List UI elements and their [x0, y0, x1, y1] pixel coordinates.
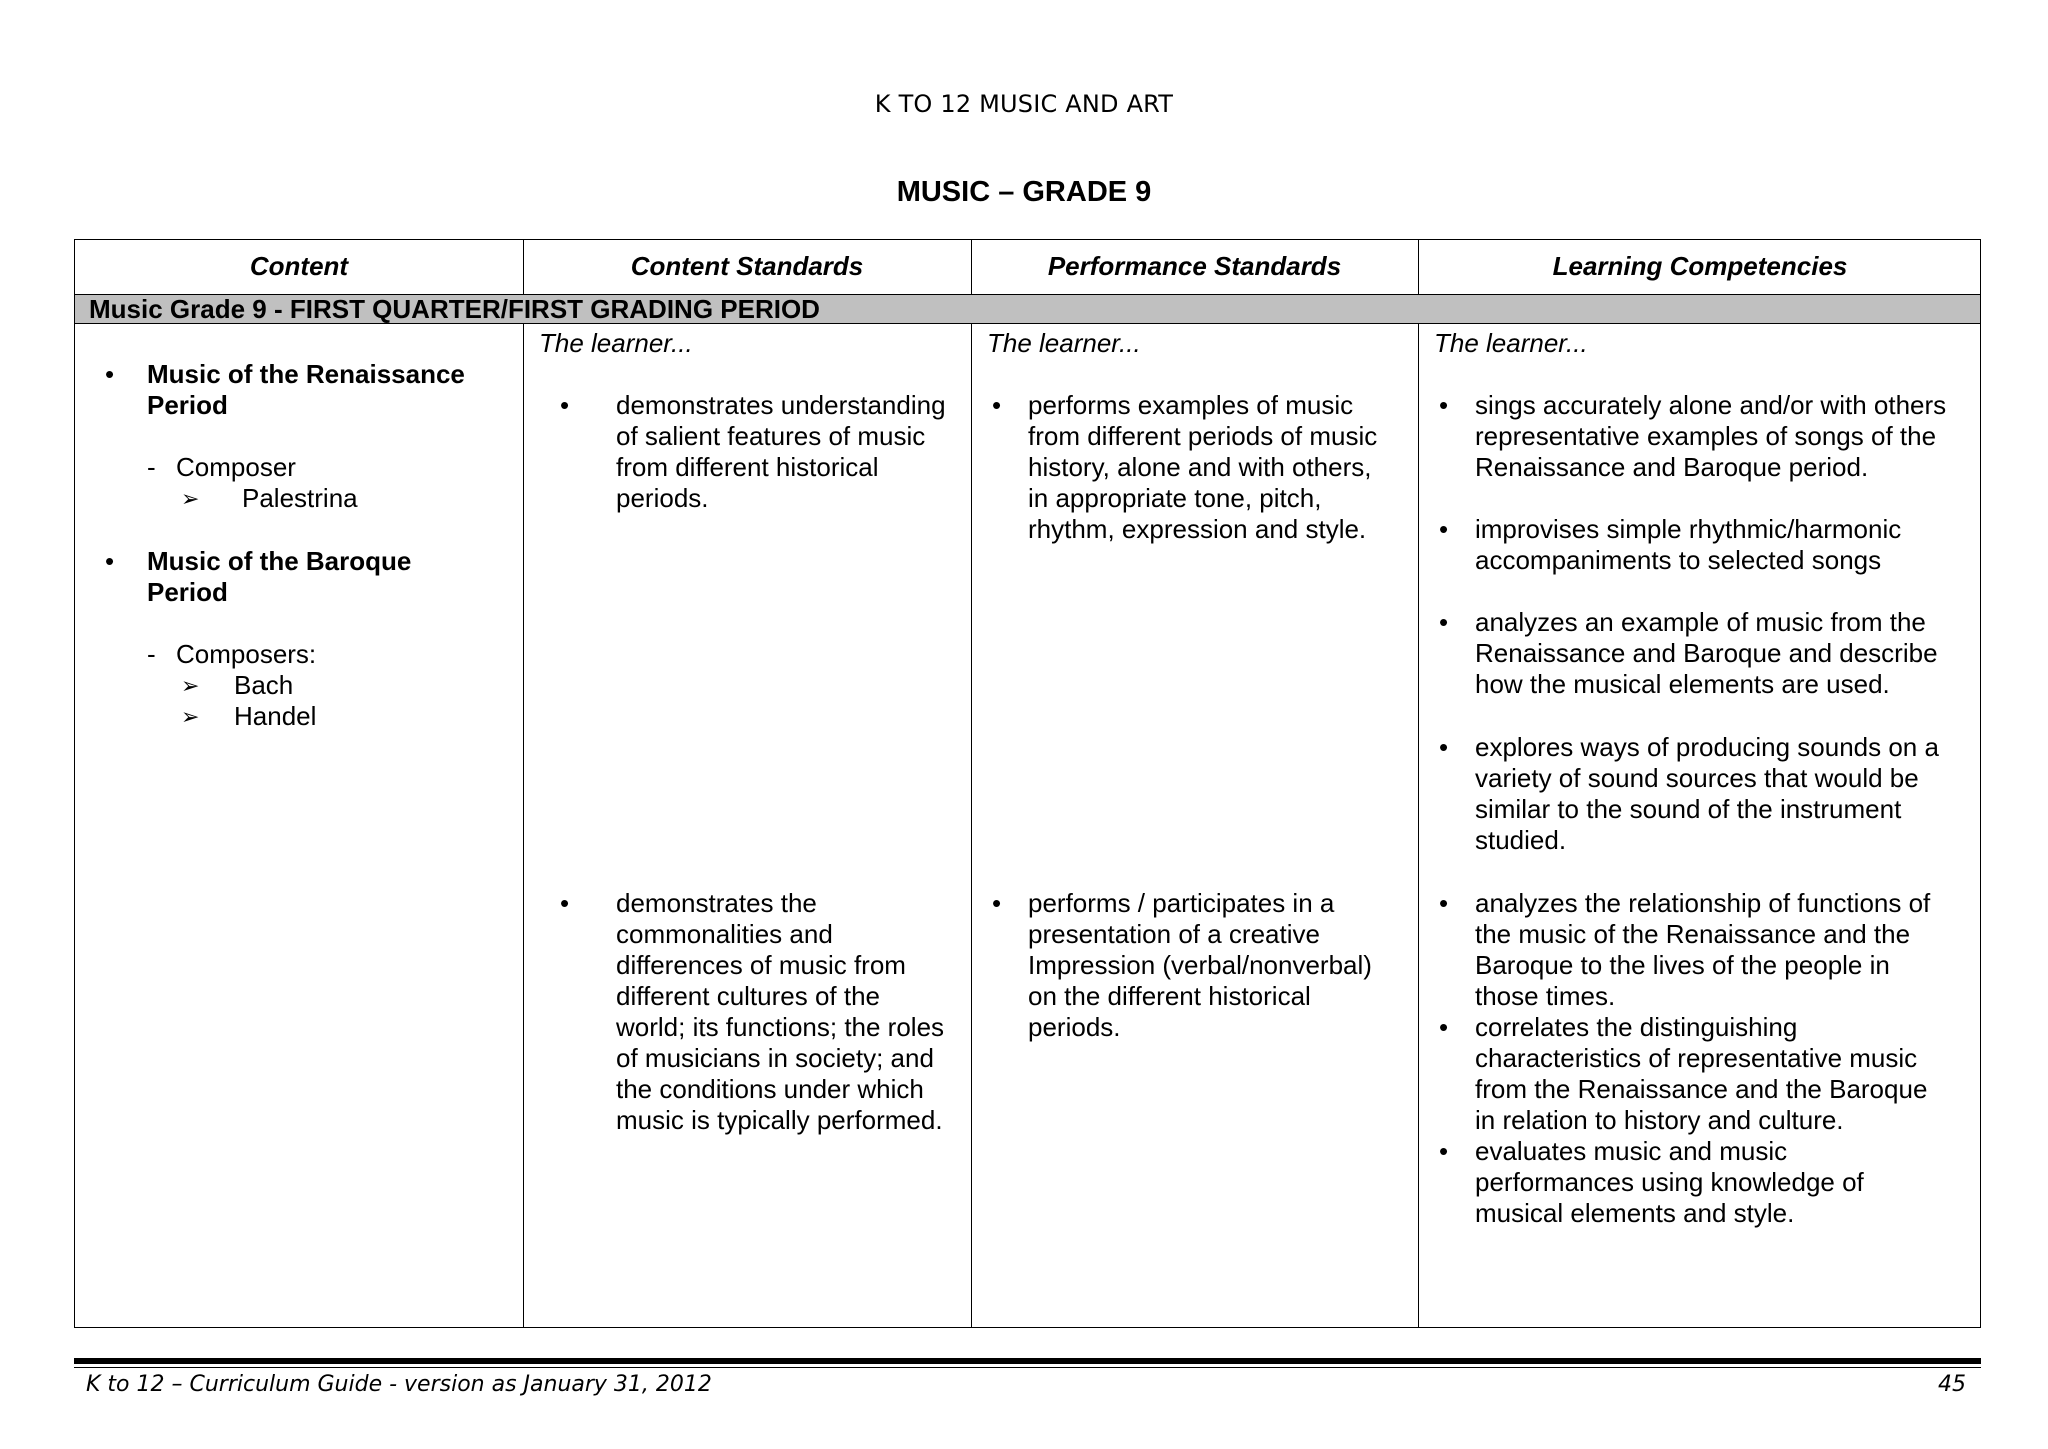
bullet-icon: •: [1439, 607, 1449, 637]
text-line: accompaniments to selected songs: [1475, 545, 1882, 575]
arrow-bullet-icon: ➢: [181, 486, 200, 511]
text-line: of musicians in society; and: [616, 1043, 934, 1073]
text-line: evaluates music and music: [1475, 1136, 1788, 1166]
bullet-icon: •: [560, 888, 570, 918]
quarter-row: Music Grade 9 - FIRST QUARTER/FIRST GRADING PERIOD: [75, 294, 1980, 324]
curriculum-table: [74, 239, 1981, 1328]
bullet-icon: •: [1439, 390, 1449, 420]
text-line: Impression (verbal/nonverbal): [1028, 950, 1372, 980]
text-line: performs / participates in a: [1028, 888, 1335, 918]
learner-intro: The learner...: [539, 328, 693, 358]
content-topic-renaissance: Period: [147, 390, 228, 420]
competency-item: [1475, 732, 1939, 856]
text-line: performs examples of music: [1028, 390, 1354, 420]
content-composer: Bach: [234, 670, 294, 700]
bullet-icon: •: [1439, 1136, 1449, 1166]
text-line: in relation to history and culture.: [1475, 1105, 1844, 1135]
bullet-icon: •: [1439, 888, 1449, 918]
competency-item: [1475, 1012, 1927, 1136]
bullet-icon: •: [105, 359, 115, 389]
content-topic-renaissance: Music of the Renaissance: [147, 359, 465, 389]
performance-standard-item: [1028, 888, 1372, 1043]
text-line: Renaissance and Baroque and describe: [1475, 638, 1938, 668]
page-number: 45: [1938, 1372, 1966, 1397]
bullet-icon: •: [1439, 732, 1449, 762]
text-line: the conditions under which: [616, 1074, 924, 1104]
text-line: presentation of a creative: [1028, 919, 1320, 949]
column-divider: [971, 240, 972, 1327]
text-line: analyzes the relationship of functions of: [1475, 888, 1931, 918]
bullet-icon: •: [1439, 1012, 1449, 1042]
text-line: sings accurately alone and/or with others: [1475, 390, 1947, 420]
text-line: in appropriate tone, pitch,: [1028, 483, 1322, 513]
text-line: the music of the Renaissance and the: [1475, 919, 1911, 949]
text-line: on the different historical: [1028, 981, 1311, 1011]
arrow-bullet-icon: ➢: [181, 673, 200, 698]
competency-item: [1475, 390, 1946, 483]
text-line: correlates the distinguishing: [1475, 1012, 1798, 1042]
document-header: K TO 12 MUSIC AND ART: [874, 90, 1174, 118]
text-line: differences of music from: [616, 950, 906, 980]
text-line: analyzes an example of music from the: [1475, 607, 1926, 637]
page-title: MUSIC – GRADE 9: [896, 176, 1152, 208]
arrow-bullet-icon: ➢: [181, 704, 200, 729]
text-line: those times.: [1475, 981, 1616, 1011]
competency-item: [1475, 607, 1938, 700]
column-header-performance-standards: Performance Standards: [1047, 251, 1342, 281]
text-line: Baroque to the lives of the people in: [1475, 950, 1890, 980]
column-divider: [1418, 240, 1419, 1327]
text-line: Renaissance and Baroque period.: [1475, 452, 1869, 482]
performance-standard-item: [1028, 390, 1377, 545]
text-line: rhythm, expression and style.: [1028, 514, 1367, 544]
content-standard-item: [616, 390, 946, 514]
content-topic-baroque: Music of the Baroque: [147, 546, 412, 576]
footer-version: K to 12 – Curriculum Guide - version as January 31, 2012: [86, 1372, 712, 1397]
content-sub-label: Composers:: [176, 639, 317, 669]
text-line: of salient features of music: [616, 421, 926, 451]
text-line: from different periods of music: [1028, 421, 1378, 451]
learner-intro: The learner...: [987, 328, 1141, 358]
text-line: from different historical: [616, 452, 879, 482]
column-header-content-standards: Content Standards: [630, 251, 864, 281]
footer-divider: [74, 1367, 1981, 1368]
text-line: representative examples of songs of the: [1475, 421, 1937, 451]
column-header-learning-competencies: Learning Competencies: [1552, 251, 1848, 281]
text-line: demonstrates understanding: [616, 390, 946, 420]
content-composer: Handel: [234, 701, 317, 731]
competency-item: [1475, 1136, 1864, 1229]
footer-divider: [74, 1358, 1981, 1364]
text-line: explores ways of producing sounds on a: [1475, 732, 1939, 762]
text-line: variety of sound sources that would be: [1475, 763, 1919, 793]
text-line: periods.: [616, 483, 709, 513]
text-line: from the Renaissance and the Baroque: [1475, 1074, 1928, 1104]
dash-icon: -: [147, 639, 156, 669]
text-line: periods.: [1028, 1012, 1121, 1042]
text-line: different cultures of the: [616, 981, 881, 1011]
content-topic-baroque: Period: [147, 577, 228, 607]
column-header-content: Content: [249, 251, 349, 281]
text-line: musical elements and style.: [1475, 1198, 1795, 1228]
content-standard-item: [616, 888, 944, 1136]
bullet-icon: •: [1439, 514, 1449, 544]
content-sub-label: Composer: [176, 452, 296, 482]
text-line: music is typically performed.: [616, 1105, 943, 1135]
text-line: performances using knowledge of: [1475, 1167, 1864, 1197]
content-composer: Palestrina: [242, 483, 358, 513]
text-line: characteristics of representative music: [1475, 1043, 1918, 1073]
dash-icon: -: [147, 452, 156, 482]
text-line: demonstrates the: [616, 888, 817, 918]
competency-item: [1475, 888, 1930, 1012]
text-line: commonalities and: [616, 919, 833, 949]
bullet-icon: •: [560, 390, 570, 420]
text-line: studied.: [1475, 825, 1567, 855]
text-line: world; its functions; the roles: [616, 1012, 945, 1042]
learner-intro: The learner...: [1434, 328, 1588, 358]
bullet-icon: •: [992, 888, 1002, 918]
bullet-icon: •: [105, 546, 115, 576]
text-line: history, alone and with others,: [1028, 452, 1372, 482]
bullet-icon: •: [992, 390, 1002, 420]
column-divider: [523, 240, 524, 1327]
text-line: how the musical elements are used.: [1475, 669, 1890, 699]
competency-item: [1475, 514, 1901, 576]
text-line: similar to the sound of the instrument: [1475, 794, 1902, 824]
text-line: improvises simple rhythmic/harmonic: [1475, 514, 1902, 544]
